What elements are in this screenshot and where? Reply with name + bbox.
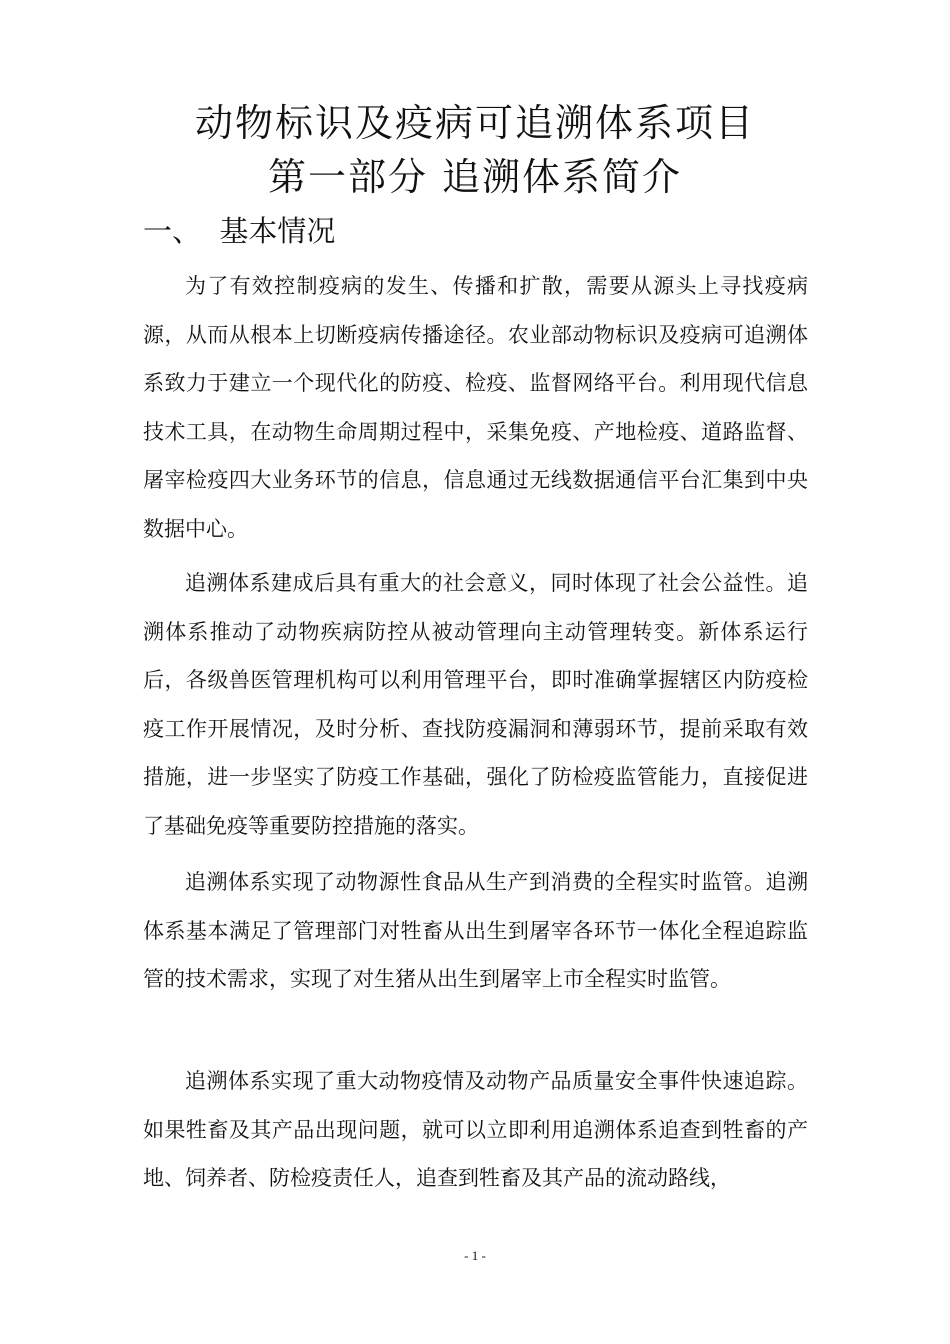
document-subtitle: 第一部分 追溯体系简介 <box>267 155 683 199</box>
paragraph-1: 为了有效控制疫病的发生、传播和扩散，需要从源头上寻找疫病源，从而从根本上切断疫病传播途径。农业部动物标识及疫病可追溯体系致力于建立一个现代化的防疫、检疫、监督网络平台。利用现代信息技术工具，在动物生命周期过程中，采集免疫、产地检疫、道路监督、屠宰检疫四大业务环节的信息，信息通过无线数据通信平台汇集到中央数据中心。 <box>143 274 808 541</box>
paragraph-2: 追溯体系建成后具有重大的社会意义，同时体现了社会公益性。追溯体系推动了动物疾病防控从被动管理向主动管理转变。新体系运行后，各级兽医管理机构可以利用管理平台，即时准确掌握辖区内防疫检疫工作开展情况，及时分析、查找防疫漏洞和薄弱环节，提前采取有效措施，进一步坚实了防疫工作基础，强化了防检疫监管能力，直接促进了基础免疫等重要防控措施的落实。 <box>143 571 808 838</box>
section-heading: 一、 基本情况 <box>143 214 336 248</box>
paragraph-3: 追溯体系实现了动物源性食品从生产到消费的全程实时监管。追溯体系基本满足了管理部门对牲畜从出生到屠宰各环节一体化全程追踪监管的技术需求，实现了对生猪从出生到屠宰上市全程实时监管。 <box>143 870 808 991</box>
page-number: - 1 - <box>464 1248 486 1263</box>
paragraph-4: 追溯体系实现了重大动物疫情及动物产品质量安全事件快速追踪。如果牲畜及其产品出现问题，就可以立即利用追溯体系追查到牲畜的产地、饲养者、防检疫责任人，追查到牲畜及其产品的流动路线， <box>143 1069 808 1190</box>
document-title: 动物标识及疫病可追溯体系项目 <box>194 101 755 145</box>
